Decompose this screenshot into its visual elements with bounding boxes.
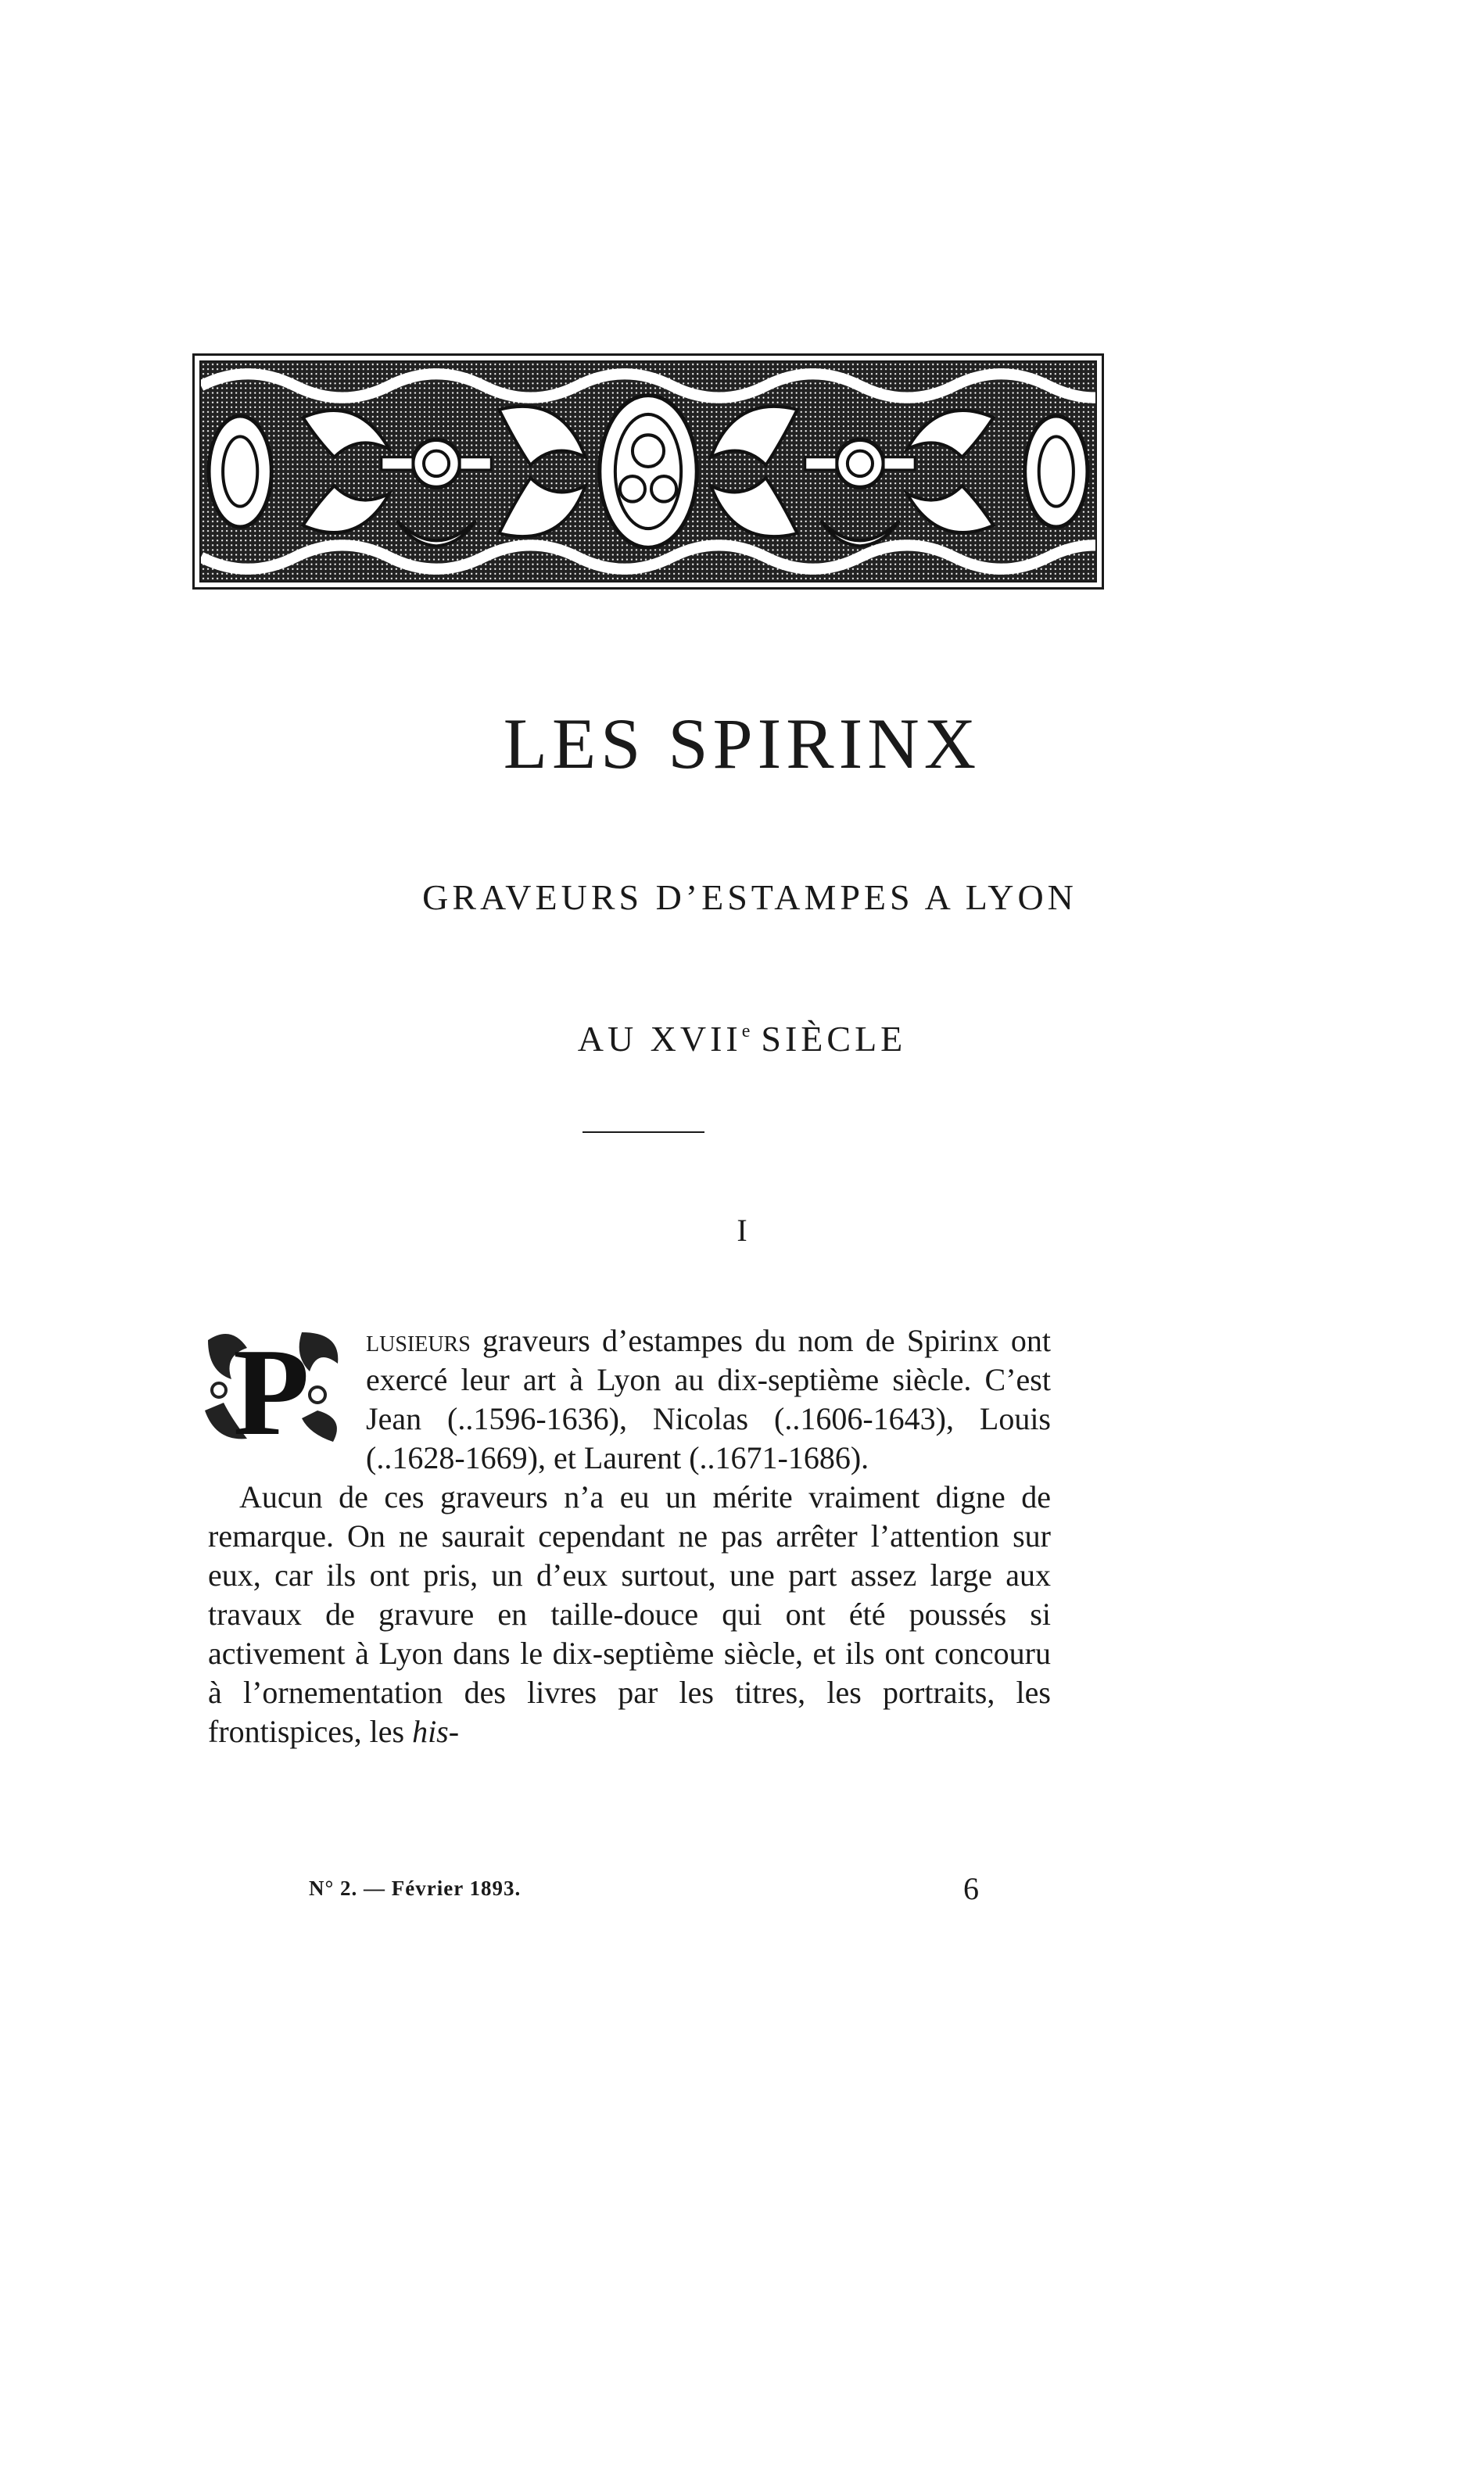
subtitle-line-2-prefix: AU XVII — [577, 1019, 742, 1059]
article-title: LES SPIRINX — [503, 704, 981, 783]
ornament-engraving — [201, 362, 1095, 581]
paragraph-1-text: graveurs d’estampes du nom de Spirinx ont exercé leur art à Lyon au dix-septième siècle. C’est Jean (..1596-1636), Nicolas (..1606-1643), Louis (..1628-1669), et Laurent (..1671-1686). — [366, 1323, 1051, 1475]
paragraph-1-smallcaps: lusieurs — [366, 1323, 471, 1358]
dropcap-p — [200, 1324, 349, 1446]
article-body — [208, 1321, 1051, 1751]
ornamental-headpiece — [192, 353, 1104, 590]
paragraph-2-italic-word: his- — [412, 1714, 460, 1749]
paragraph-2-text: Aucun de ces graveurs n’a eu un mérite vraiment digne de remarque. On ne saurait cependant ne pas arrêter l’attention sur eux, car ils ont pris, un d’eux surtout, une part assez large aux travaux de gravure en taille-douce qui ont été poussés si activement à Lyon dans le dix-septième siècle, et ils ont concouru à l’ornementation des livres par les titres, les portraits, les frontispices, les — [208, 1479, 1051, 1749]
paragraph-1 — [208, 1321, 1051, 1478]
section-number: I — [737, 1213, 747, 1248]
svg-text:P: P — [233, 1324, 310, 1446]
ornamental-letter-icon — [200, 1324, 349, 1446]
subtitle-line-2-suffix: SIÈCLE — [761, 1019, 907, 1059]
page-number: 6 — [963, 1871, 979, 1906]
subtitle-line-2 — [0, 1021, 1484, 1057]
divider-rule — [582, 1131, 704, 1133]
subtitle-line-2-superscript: e — [741, 1021, 751, 1041]
subtitle-line-1: GRAVEURS D’ESTAMPES A LYON — [422, 877, 1077, 917]
issue-footer: N° 2. — Février 1893. — [309, 1876, 522, 1900]
paragraph-2 — [208, 1478, 1051, 1751]
